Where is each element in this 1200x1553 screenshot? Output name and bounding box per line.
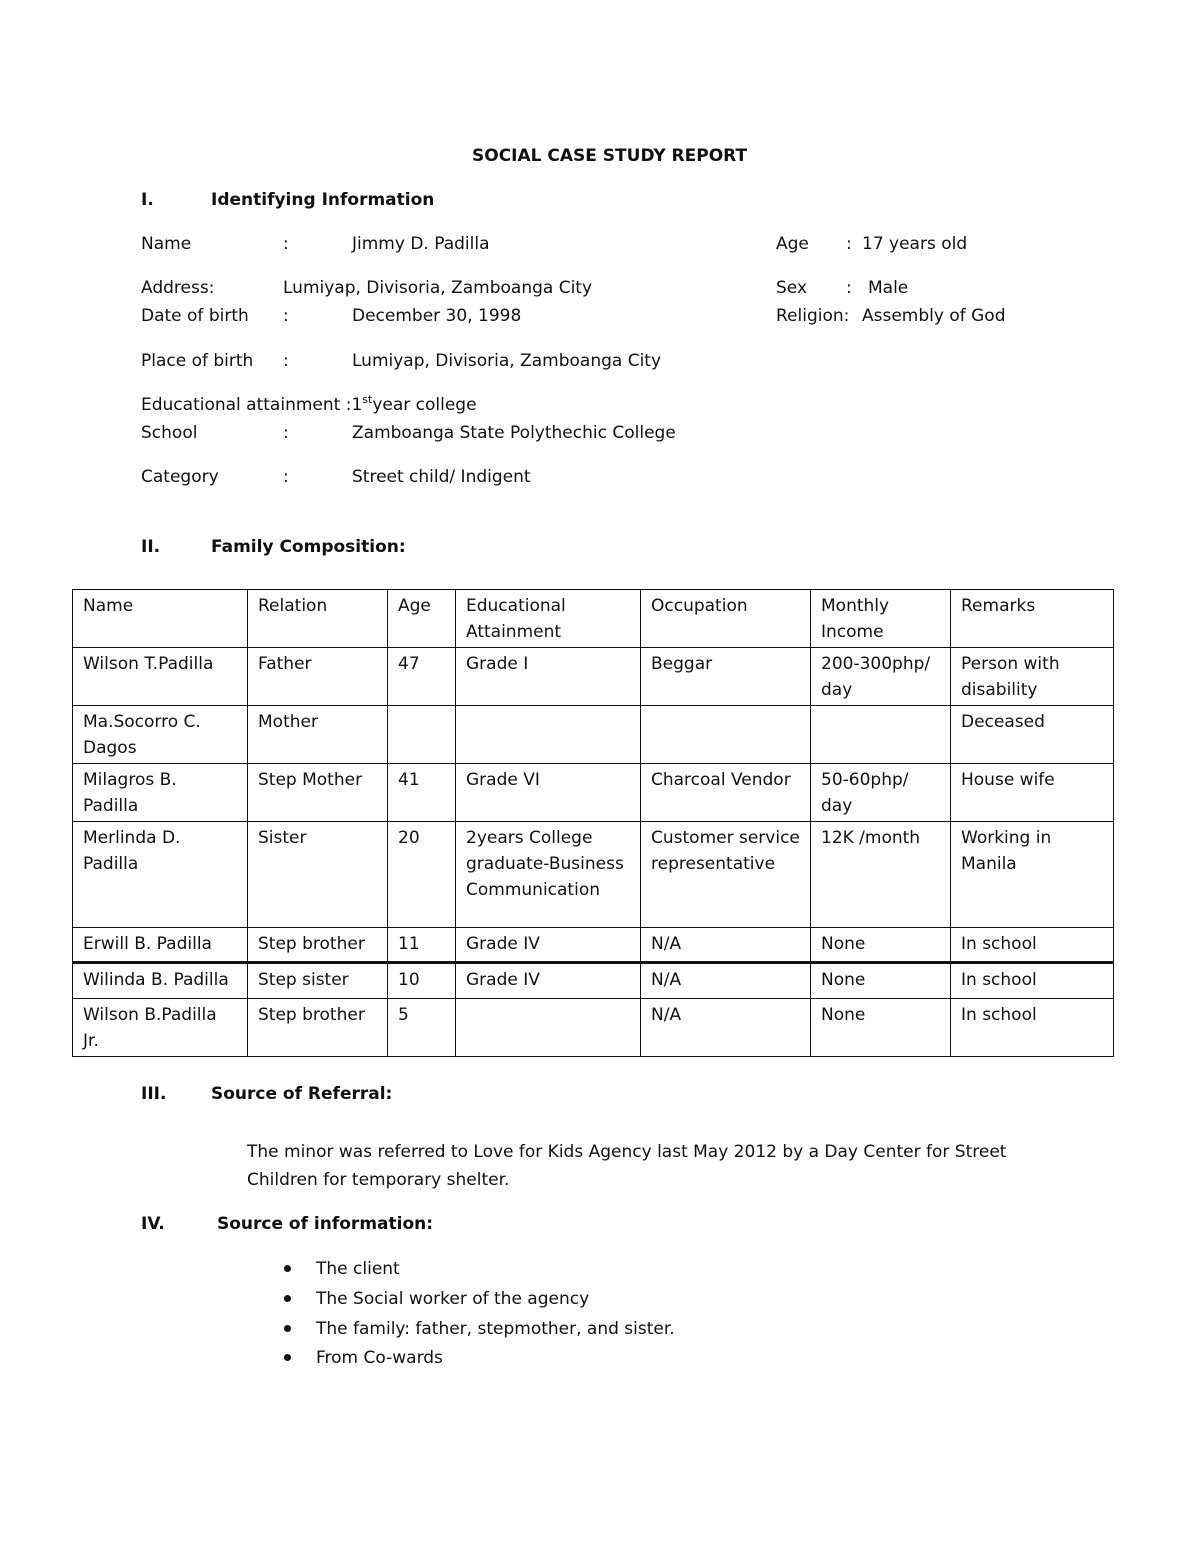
table-cell: 50-60php/ day	[811, 764, 951, 822]
pob-label: Place of birth	[141, 351, 254, 371]
table-row	[73, 999, 1114, 1057]
section-3-number: III.	[141, 1084, 167, 1104]
column-header: Occupation	[641, 590, 811, 648]
table-cell: N/A	[641, 999, 811, 1057]
table-cell: None	[811, 999, 951, 1057]
table-cell: In school	[951, 928, 1114, 963]
age-colon: :	[846, 234, 852, 254]
section-3-heading: Source of Referral:	[211, 1084, 393, 1104]
table-cell: Step brother	[248, 928, 388, 963]
pob-value: Lumiyap, Divisoria, Zamboanga City	[352, 351, 662, 371]
table-cell: Wilinda B. Padilla	[73, 963, 248, 999]
education-row	[141, 394, 477, 416]
pob-colon: :	[283, 351, 289, 371]
table-cell: Father	[248, 648, 388, 706]
table-cell: Erwill B. Padilla	[73, 928, 248, 963]
dob-value: December 30, 1998	[352, 306, 522, 326]
table-cell: Mother	[248, 706, 388, 764]
table-cell	[641, 706, 811, 764]
dob-colon: :	[283, 306, 289, 326]
table-row	[73, 822, 1114, 928]
table-header-row	[73, 590, 1114, 648]
column-header: Monthly Income	[811, 590, 951, 648]
referral-text-line-2: Children for temporary shelter.	[247, 1170, 510, 1190]
source-item: The family: father, stepmother, and sister.	[316, 1319, 675, 1339]
table-cell: 12K /month	[811, 822, 951, 928]
table-cell: Beggar	[641, 648, 811, 706]
table-cell	[388, 706, 456, 764]
table-cell: 41	[388, 764, 456, 822]
table-row	[73, 928, 1114, 963]
bullet-icon	[284, 1325, 291, 1332]
table-cell: Step Mother	[248, 764, 388, 822]
table-row	[73, 648, 1114, 706]
table-cell: 47	[388, 648, 456, 706]
education-value-rest: year college	[372, 395, 477, 415]
table-cell: None	[811, 963, 951, 999]
name-colon: :	[283, 234, 289, 254]
school-colon: :	[283, 423, 289, 443]
table-cell: Wilson B.Padilla Jr.	[73, 999, 248, 1057]
address-value: Lumiyap, Divisoria, Zamboanga City	[283, 278, 593, 298]
table-cell: 20	[388, 822, 456, 928]
table-cell: Person with disability	[951, 648, 1114, 706]
bullet-icon	[284, 1354, 291, 1361]
table-cell: Working in Manila	[951, 822, 1114, 928]
table-cell: 5	[388, 999, 456, 1057]
religion-value: Assembly of God	[862, 306, 1006, 326]
education-value-suffix: st	[362, 393, 373, 406]
family-composition-table	[72, 589, 1114, 1057]
section-4-number: IV.	[141, 1214, 165, 1234]
table-cell: House wife	[951, 764, 1114, 822]
dob-label: Date of birth	[141, 306, 249, 326]
education-label: Educational attainment :	[141, 395, 352, 415]
referral-text-line-1: The minor was referred to Love for Kids Agency last May 2012 by a Day Center for Street	[247, 1142, 1007, 1162]
section-4-heading: Source of information:	[217, 1214, 434, 1234]
table-cell: Grade IV	[456, 928, 641, 963]
table-cell: 11	[388, 928, 456, 963]
section-1-number: I.	[141, 190, 154, 210]
section-1-heading: Identifying Information	[211, 190, 435, 210]
table-cell: Charcoal Vendor	[641, 764, 811, 822]
sex-colon: :	[846, 278, 852, 298]
table-cell: Step sister	[248, 963, 388, 999]
table-cell: Step brother	[248, 999, 388, 1057]
age-value: 17 years old	[862, 234, 968, 254]
table-cell: N/A	[641, 963, 811, 999]
sex-label: Sex	[776, 278, 808, 298]
table-row	[73, 706, 1114, 764]
section-2-heading: Family Composition:	[211, 537, 406, 557]
table-cell: 200-300php/ day	[811, 648, 951, 706]
table-cell	[811, 706, 951, 764]
category-value: Street child/ Indigent	[352, 467, 531, 487]
section-2-number: II.	[141, 537, 161, 557]
table-cell: 10	[388, 963, 456, 999]
source-item: The Social worker of the agency	[316, 1289, 590, 1309]
source-item: From Co-wards	[316, 1348, 443, 1368]
religion-label: Religion:	[776, 306, 850, 326]
table-row	[73, 963, 1114, 999]
table-cell: 2years College graduate-Business Communication	[456, 822, 641, 928]
table-cell: Grade VI	[456, 764, 641, 822]
category-label: Category	[141, 467, 219, 487]
table-cell: None	[811, 928, 951, 963]
bullet-icon	[284, 1295, 291, 1302]
column-header: Educational Attainment	[456, 590, 641, 648]
table-cell: Milagros B. Padilla	[73, 764, 248, 822]
table-cell: Ma.Socorro C. Dagos	[73, 706, 248, 764]
name-value: Jimmy D. Padilla	[352, 234, 490, 254]
address-label: Address:	[141, 278, 215, 298]
table-cell: Grade I	[456, 648, 641, 706]
name-label: Name	[141, 234, 192, 254]
bullet-icon	[284, 1265, 291, 1272]
report-title: SOCIAL CASE STUDY REPORT	[472, 146, 748, 166]
table-cell	[456, 999, 641, 1057]
table-cell: Customer service representative	[641, 822, 811, 928]
column-header: Remarks	[951, 590, 1114, 648]
sex-value: Male	[868, 278, 909, 298]
school-value: Zamboanga State Polythechic College	[352, 423, 676, 443]
table-cell: N/A	[641, 928, 811, 963]
source-item: The client	[316, 1259, 400, 1279]
column-header: Name	[73, 590, 248, 648]
age-label: Age	[776, 234, 809, 254]
column-header: Age	[388, 590, 456, 648]
school-label: School	[141, 423, 198, 443]
table-cell: In school	[951, 999, 1114, 1057]
education-value-number: 1	[351, 395, 363, 415]
table-row	[73, 764, 1114, 822]
table-cell	[456, 706, 641, 764]
table-cell: Sister	[248, 822, 388, 928]
table-cell: Grade IV	[456, 963, 641, 999]
column-header: Relation	[248, 590, 388, 648]
table-cell: Merlinda D. Padilla	[73, 822, 248, 928]
table-cell: In school	[951, 963, 1114, 999]
table-cell: Deceased	[951, 706, 1114, 764]
category-colon: :	[283, 467, 289, 487]
table-cell: Wilson T.Padilla	[73, 648, 248, 706]
